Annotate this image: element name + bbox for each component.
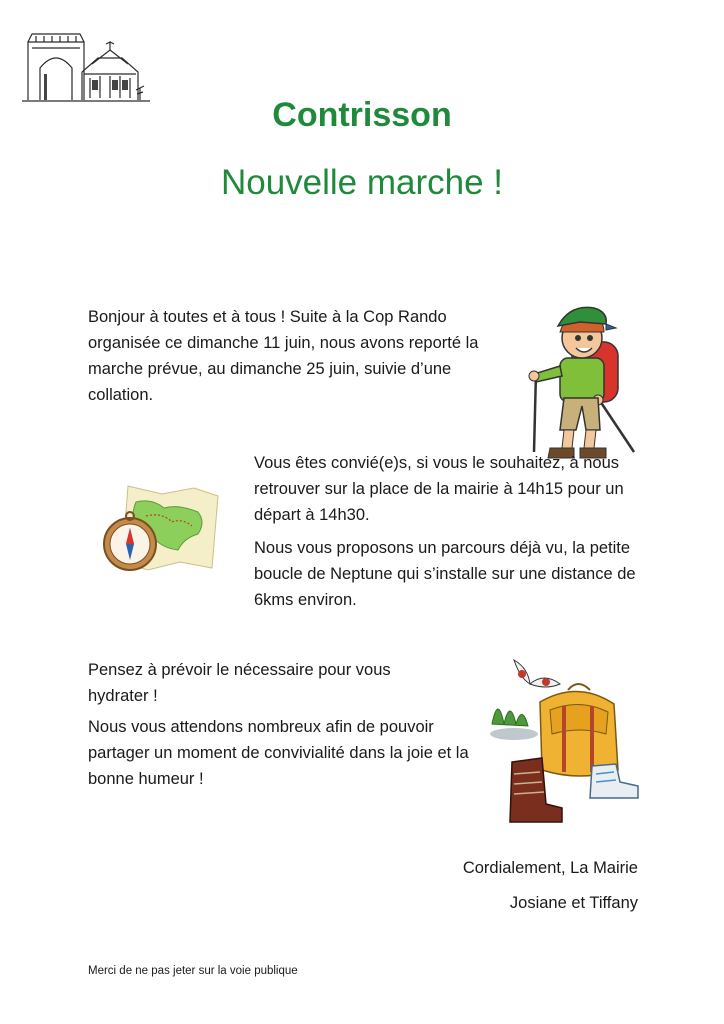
hiker-illustration <box>520 302 640 464</box>
map-compass-illustration <box>102 482 222 582</box>
signature-line-1: Cordialement, La Mairie <box>462 859 638 877</box>
signature-line-2: Josiane et Tiffany <box>509 894 638 912</box>
invite-paragraph: Nous vous attendons nombreux afin de pouvoir partager un moment de convivialité dans la joie et la bonne humeur ! <box>88 718 469 788</box>
hydration-paragraph: Pensez à prévoir le nécessaire pour vous hydrater ! <box>88 661 391 705</box>
route-paragraph: Nous vous proposons un parcours déjà vu, la petite boucle de Neptune qui s’installe sur une distance de 6kms environ. <box>254 539 636 609</box>
intro-paragraph: Bonjour à toutes et à tous ! Suite à la Cop Rando organisée ce dimanche 11 juin, nous avons reporté la marche prévue, au dimanche 25 juin, suivie d’une collation. <box>88 308 479 404</box>
page-subtitle: Nouvelle marche ! <box>220 163 504 202</box>
page-title: Contrisson <box>272 96 452 134</box>
meeting-paragraph: Vous êtes convié(e)s, si vous le souhaitez, à nous retrouver sur la place de la mairie à 14h15 pour un départ à 14h30. <box>254 454 624 524</box>
town-hall-logo <box>22 28 152 104</box>
backpack-boots-illustration <box>484 654 642 826</box>
footer-note: Merci de ne pas jeter sur la voie publique <box>88 965 298 977</box>
